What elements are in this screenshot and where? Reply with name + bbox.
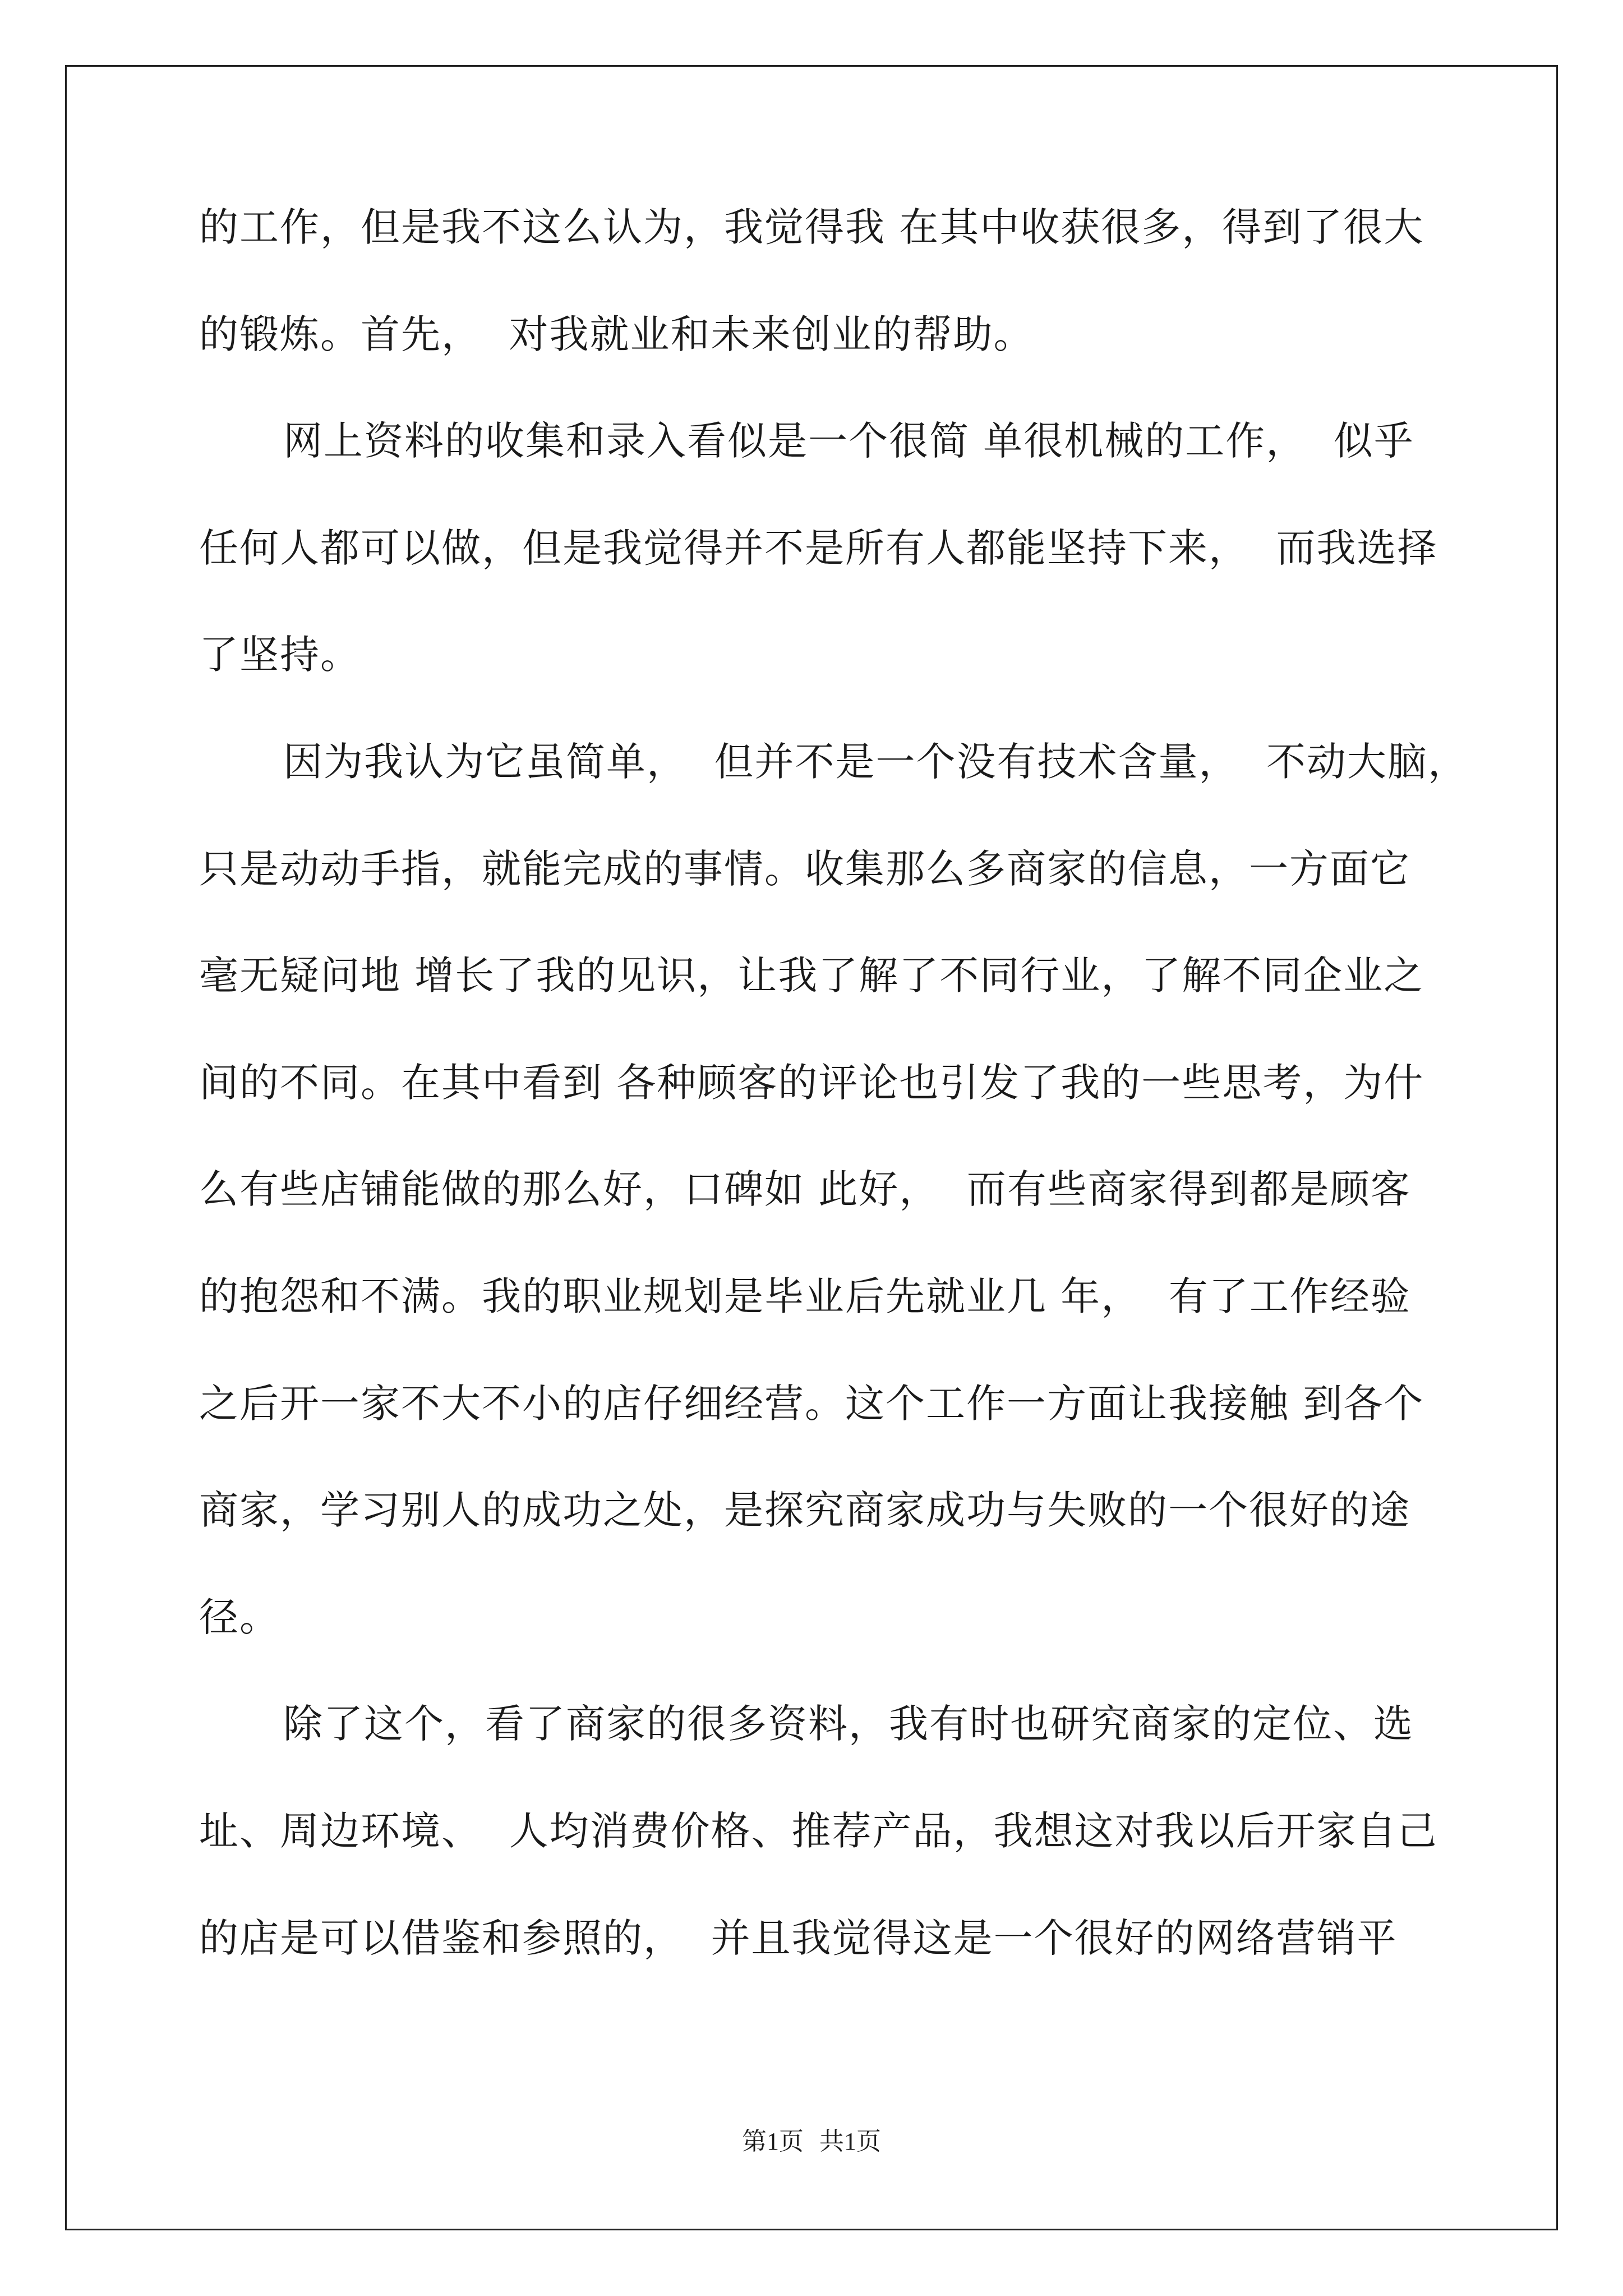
text-line: 径。 (199, 1594, 280, 1640)
page-footer (0, 2121, 1623, 2157)
text-line: 的工作，但是我不这么认为，我觉得我 在其中收获很多，得到了很大 (199, 204, 1424, 250)
text-line: 址、周边环境、 人均消费价格、推荐产品，我想这对我以后开家自己 (199, 1807, 1438, 1854)
page-number: 第1页 (742, 2128, 804, 2155)
text-line: 的锻炼。首先， 对我就业和未来创业的帮助。 (199, 311, 1034, 357)
text-line: 因为我认为它虽简单， 但并不是一个没有技术含量， 不动大脑， (283, 738, 1469, 785)
text-line: 的抱怨和不满。我的职业规划是毕业后先就业几 年， 有了工作经验 (199, 1273, 1411, 1319)
text-line: 网上资料的收集和录入看似是一个很简 单很机械的工作， 似乎 (283, 418, 1414, 464)
text-line: 商家，学习别人的成功之处，是探究商家成功与失败的一个很好的途 (199, 1487, 1410, 1534)
page-total: 共1页 (819, 2128, 881, 2155)
text-line: 除了这个，看了商家的很多资料，我有时也研究商家的定位、选 (283, 1701, 1414, 1747)
text-line: 的店是可以借鉴和参照的， 并且我觉得这是一个很好的网络营销平 (199, 1915, 1398, 1961)
text-line: 么有些店铺能做的那么好，口碑如 此好， 而有些商家得到都是顾客 (199, 1166, 1411, 1213)
text-line: 间的不同。在其中看到 各种顾客的评论也引发了我的一些思考，为什 (199, 1059, 1424, 1106)
text-line: 之后开一家不大不小的店仔细经营。这个工作一方面让我接触 到各个 (199, 1380, 1424, 1427)
text-line: 只是动动手指，就能完成的事情。收集那么多商家的信息，一方面它 (199, 845, 1410, 892)
text-line: 了坚持。 (199, 632, 361, 678)
text-line: 毫无疑问地 增长了我的见识，让我了解了不同行业，了解不同企业之 (199, 953, 1424, 999)
document-body (199, 204, 1469, 2025)
text-line: 任何人都可以做，但是我觉得并不是所有人都能坚持下来， 而我选择 (199, 524, 1438, 571)
